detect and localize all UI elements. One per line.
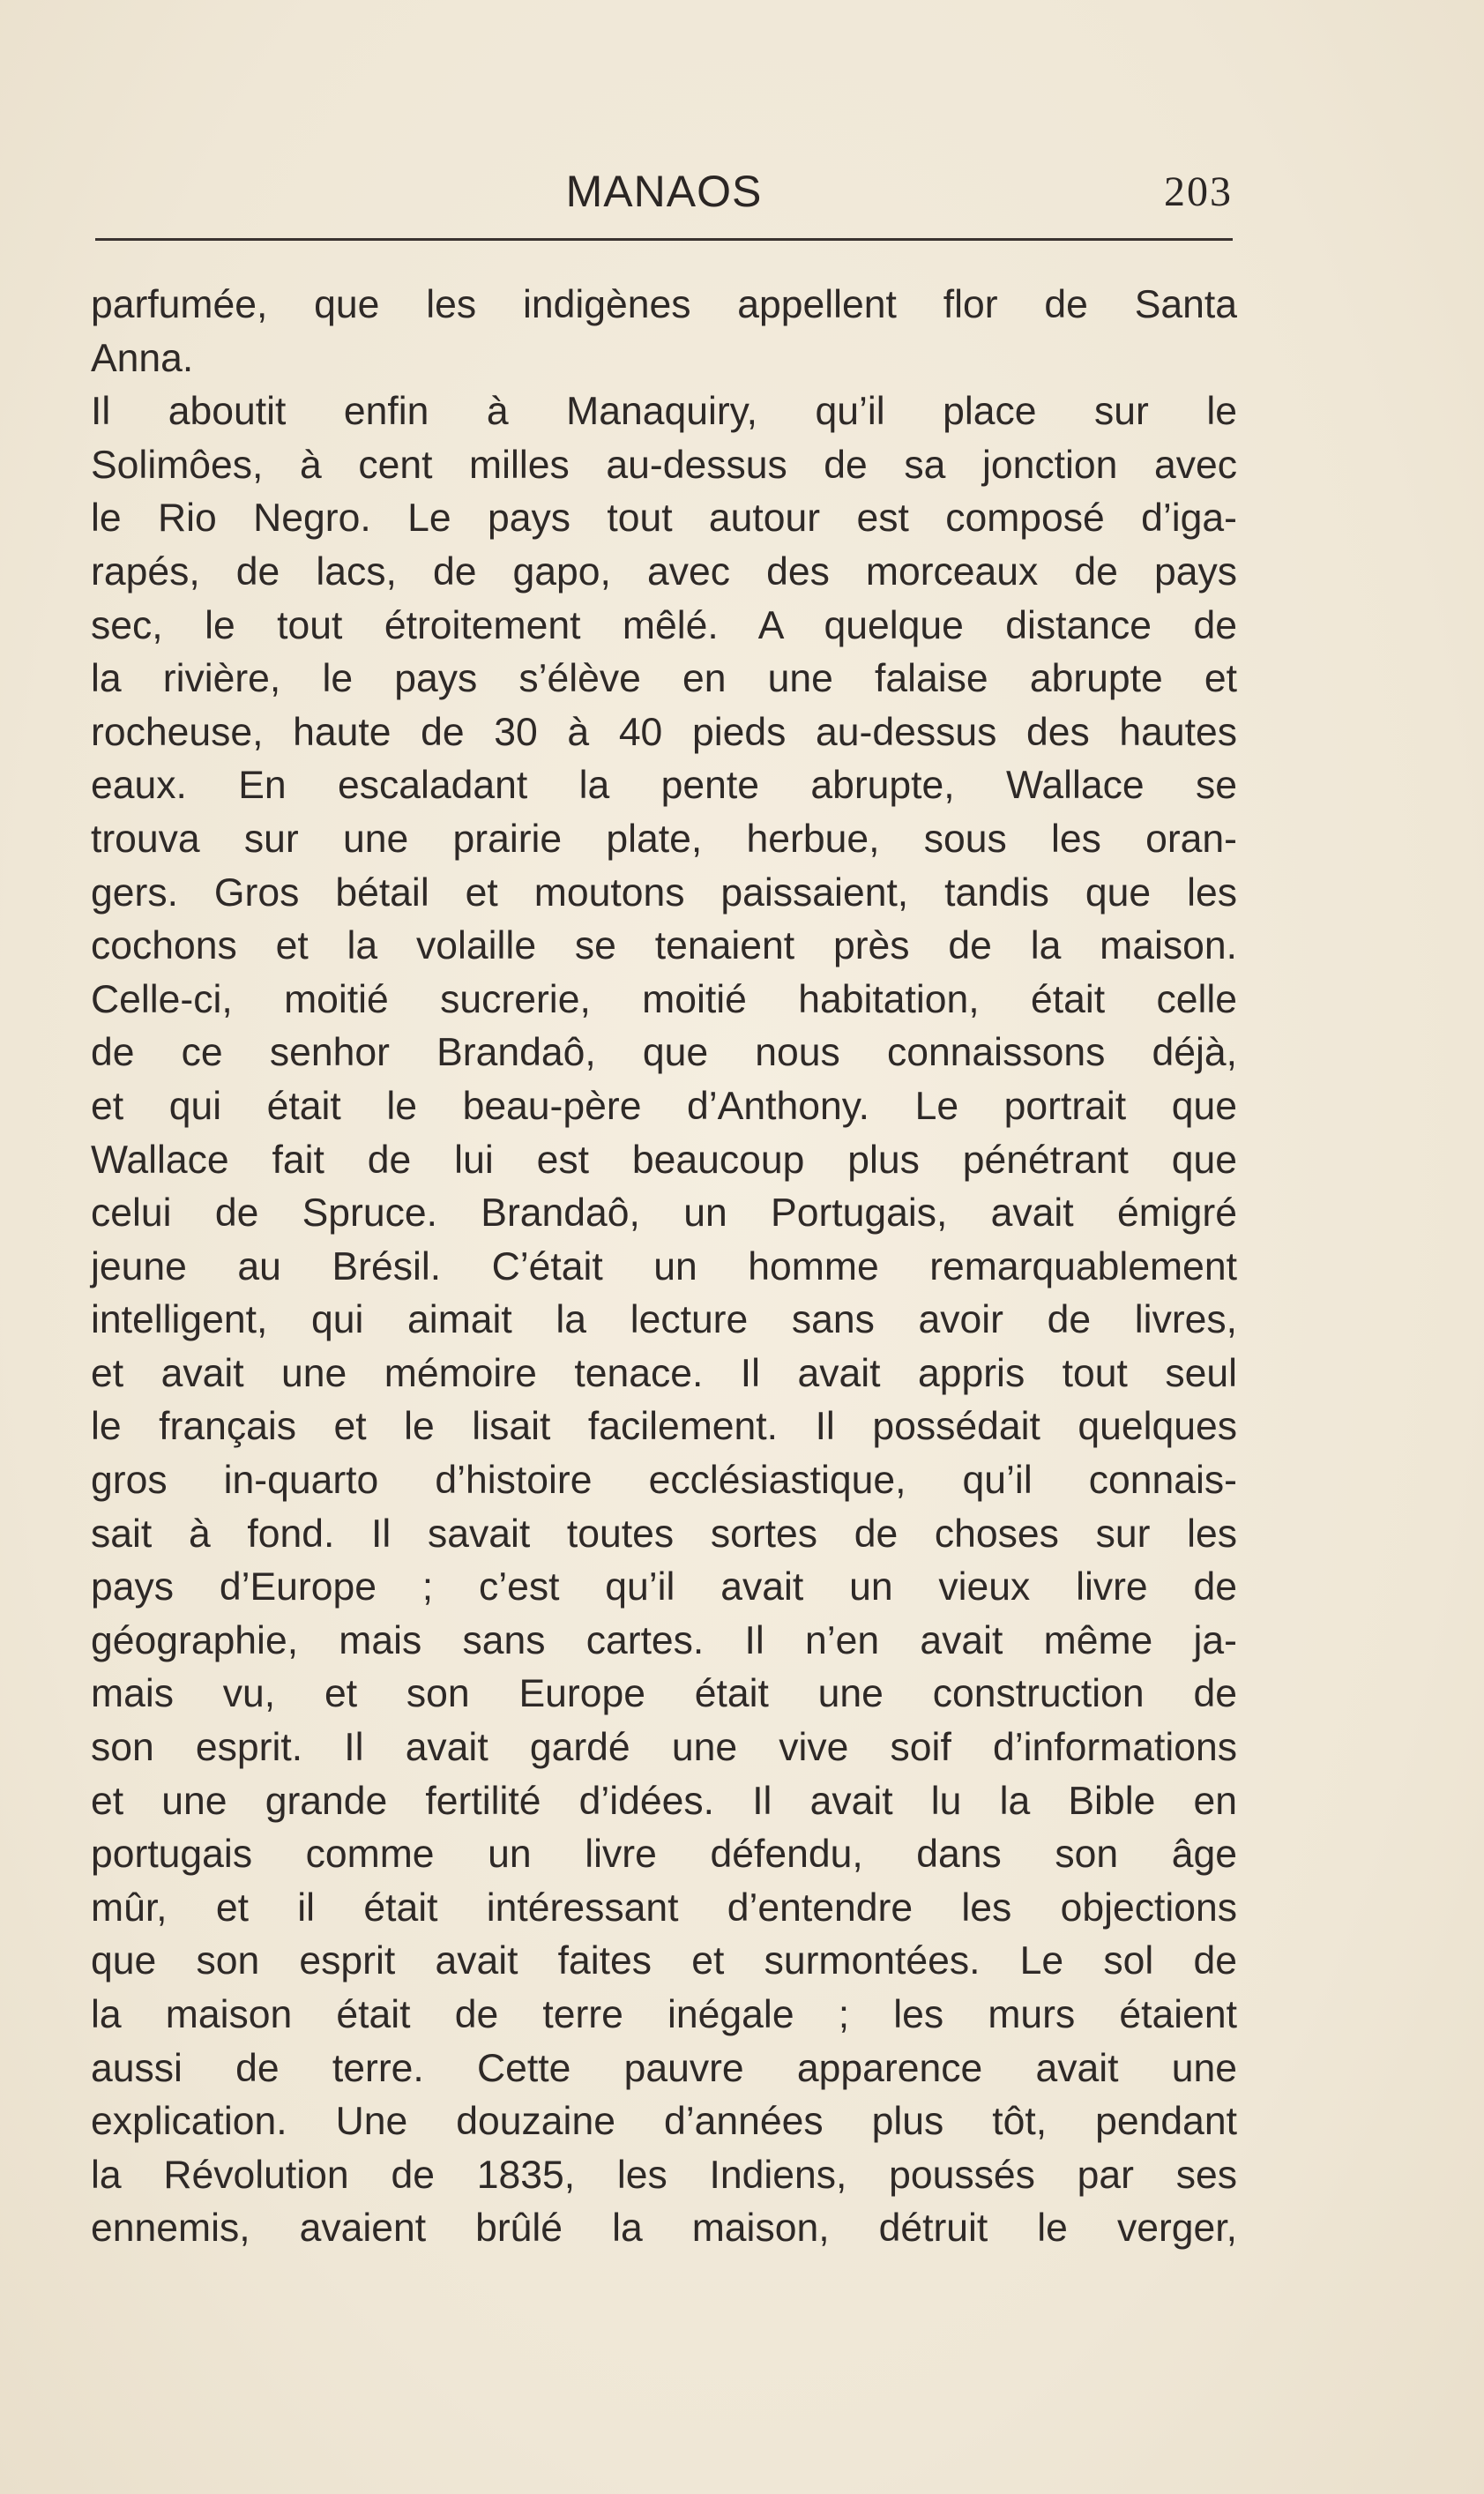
text-line: mûr, et il était intéressant d’entendre les objections	[91, 1885, 1237, 1930]
text-line: Celle-ci, moitié sucrerie, moitié habitation, était celle	[91, 977, 1237, 1021]
text-line: rapés, de lacs, de gapo, avec des morceaux de pays	[91, 549, 1237, 594]
text-line: Solimôes, à cent milles au-dessus de sa jonction avec	[91, 443, 1237, 487]
text-line: pays d’Europe ; c’est qu’il avait un vieux livre de	[91, 1565, 1237, 1609]
text-line: de ce senhor Brandaô, que nous connaissons déjà,	[91, 1031, 1237, 1075]
text-line: trouva sur une prairie plate, herbue, sous les oran-	[91, 817, 1237, 861]
text-line: Il aboutit enfin à Manaquiry, qu’il place sur le	[91, 390, 1237, 434]
text-line: la Révolution de 1835, les Indiens, poussés par ses	[91, 2153, 1237, 2197]
text-line: le français et le lisait facilement. Il possédait quelques	[91, 1405, 1237, 1449]
text-line: rocheuse, haute de 30 à 40 pieds au-dessus des hautes	[91, 710, 1237, 754]
text-line: eaux. En escaladant la pente abrupte, Wallace se	[91, 764, 1237, 808]
text-line: et qui était le beau-père d’Anthony. Le portrait que	[91, 1084, 1237, 1128]
text-line: aussi de terre. Cette pauvre apparence avait une	[91, 2046, 1237, 2090]
text-line: et une grande fertilité d’idées. Il avait lu la Bible en	[91, 1779, 1237, 1823]
text-line: gros in-quarto d’histoire ecclésiastique, qu’il connais-	[91, 1459, 1237, 1503]
text-line: ennemis, avaient brûlé la maison, détruit le verger,	[91, 2207, 1237, 2251]
text-line: géographie, mais sans cartes. Il n’en avait même ja-	[91, 1618, 1237, 1662]
text-line: que son esprit avait faites et surmontées. Le sol de	[91, 1939, 1237, 1983]
page-number: 203	[1164, 168, 1233, 215]
text-line: intelligent, qui aimait la lecture sans avoir de livres,	[91, 1298, 1237, 1342]
text-line: portugais comme un livre défendu, dans son âge	[91, 1833, 1237, 1877]
text-line: son esprit. Il avait gardé une vive soif d’informations	[91, 1726, 1237, 1770]
header-rule	[95, 238, 1233, 241]
text-line: mais vu, et son Europe était une construction de	[91, 1672, 1237, 1716]
body-text	[91, 279, 1237, 2256]
text-line: Wallace fait de lui est beaucoup plus pénétrant que	[91, 1138, 1237, 1182]
running-title: MANAOS	[565, 167, 763, 216]
text-line: jeune au Brésil. C’était un homme remarquablement	[91, 1244, 1237, 1288]
text-line: sec, le tout étroitement mêlé. A quelque distance de	[91, 603, 1237, 647]
text-line: la maison était de terre inégale ; les murs étaient	[91, 1993, 1237, 2036]
text-line: celui de Spruce. Brandaô, un Portugais, avait émigré	[91, 1191, 1237, 1236]
text-line: la rivière, le pays s’élève en une falaise abrupte et	[91, 657, 1237, 701]
text-line: parfumée, que les indigènes appellent flor de Santa	[91, 283, 1237, 326]
text-line: le Rio Negro. Le pays tout autour est composé d’iga-	[91, 497, 1237, 541]
text-line: Anna.	[91, 336, 194, 380]
text-line: gers. Gros bétail et moutons paissaient, tandis que les	[91, 870, 1237, 915]
page-header	[95, 166, 1233, 228]
text-line: cochons et la volaille se tenaient près de la maison.	[91, 924, 1237, 968]
text-line: explication. Une douzaine d’années plus tôt, pendant	[91, 2100, 1237, 2144]
text-line: sait à fond. Il savait toutes sortes de choses sur les	[91, 1512, 1237, 1556]
text-line: et avait une mémoire tenace. Il avait appris tout seul	[91, 1351, 1237, 1395]
